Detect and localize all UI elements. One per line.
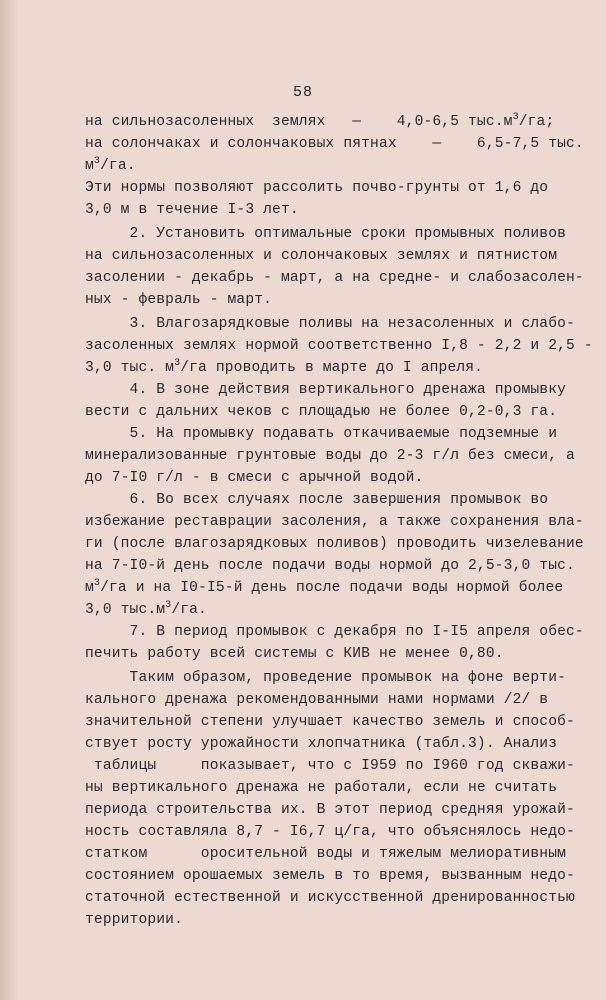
text-line: до 7-I0 г/л - в смеси с арычной водой.	[85, 470, 424, 486]
text-line: ствует росту урожайности хлопчатника (табл.3). Анализ	[85, 736, 558, 752]
text-line: 6. Во всех случаях после завершения промывок во	[85, 492, 549, 508]
text-line: статочной естественной и искусственной дренированностью	[85, 890, 575, 906]
superscript-3: 3	[93, 578, 101, 589]
text-line: 2. Установить оптимальные сроки промывных поливов	[85, 226, 567, 242]
text-line: ных - февраль - март.	[85, 292, 273, 308]
text-line: Таким образом, проведение промывок на фоне верти-	[85, 670, 567, 686]
text-line: кального дренажа рекомендованными нами нормами /2/ в	[85, 692, 549, 708]
text-line: ны вертикального дренажа не работали, если не считать	[85, 780, 558, 796]
superscript-3: 3	[512, 112, 519, 123]
text-line: 3,0 м в течение I-3 лет.	[85, 202, 299, 218]
text-line: статком оросительной воды и тяжелым мелиоративным	[85, 846, 567, 862]
text-line: на 7-I0-й день после подачи воды нормой до 2,5-3,0 тыс.	[85, 558, 575, 574]
superscript-3: 3	[174, 358, 181, 369]
text-line: печить работу всей системы с КИВ не менее 0,80.	[85, 646, 504, 662]
text-line: 4. В зоне действия вертикального дренажа промывку	[85, 382, 567, 398]
text-line: избежание реставрации засоления, а также сохранения вла-	[85, 514, 584, 530]
text-line: $м^3/га$ и на I0-I5-й день после подачи воды нормой более	[85, 578, 564, 596]
text-line: 3. Влагозарядковые поливы на незасоленных и слабо-	[85, 316, 575, 332]
text-line: $м^3/га$.	[85, 156, 136, 174]
text-line: 3,0 $тыс.м^3/га$.	[85, 600, 207, 618]
text-line: на солончаках и солончаковых пятнах — 6,5-7,5 тыс.	[85, 136, 584, 152]
text-line: территории.	[85, 912, 183, 928]
superscript-3: 3	[93, 156, 101, 167]
text-line: ность составляла 8,7 - I6,7 ц/га, что объяснялось недо-	[85, 824, 575, 840]
text-line: засолении - декабрь - март, а на средне- и слабозасолен-	[85, 270, 584, 286]
text-line: 5. На промывку подавать откачиваемые подземные и	[85, 426, 558, 442]
text-line: таблицы показывает, что с I959 по I960 год скважи-	[85, 758, 575, 774]
text-line: вести с дальних чеков с площадью не более 0,2-0,3 га.	[85, 404, 558, 420]
text-line: 3,0 тыс. $м^3/га$ проводить в марте до I апреля.	[85, 358, 484, 376]
text-line: периода строительства их. В этот период средняя урожай-	[85, 802, 575, 818]
page-edge	[0, 0, 18, 1000]
text-line: 7. В период промывок с декабря по I-I5 апреля обес-	[85, 624, 584, 640]
text-line: состоянием орошаемых земель в то время, вызванным недо-	[85, 868, 575, 884]
text-line: значительной степени улучшает качество земель и способ-	[85, 714, 575, 730]
superscript-3: 3	[165, 600, 172, 611]
text-line: на сильнозасоленных и солончаковых землях и пятнистом	[85, 248, 558, 264]
text-line: Эти нормы позволяют рассолить почво-грунты от 1,6 до	[85, 180, 549, 196]
text-line: ги (после влагозарядковых поливов) проводить чизелевание	[85, 536, 584, 552]
text-line: на сильнозасоленных землях — 4,0-6,5 $тыс.м^3/га$;	[85, 112, 555, 130]
text-line: минерализованные грунтовые воды до 2-3 г/л без смеси, а	[85, 448, 575, 464]
page-number: 58	[292, 84, 313, 101]
text-line: засоленных землях нормой соответственно I,8 - 2,2 и 2,5 -	[85, 338, 593, 354]
